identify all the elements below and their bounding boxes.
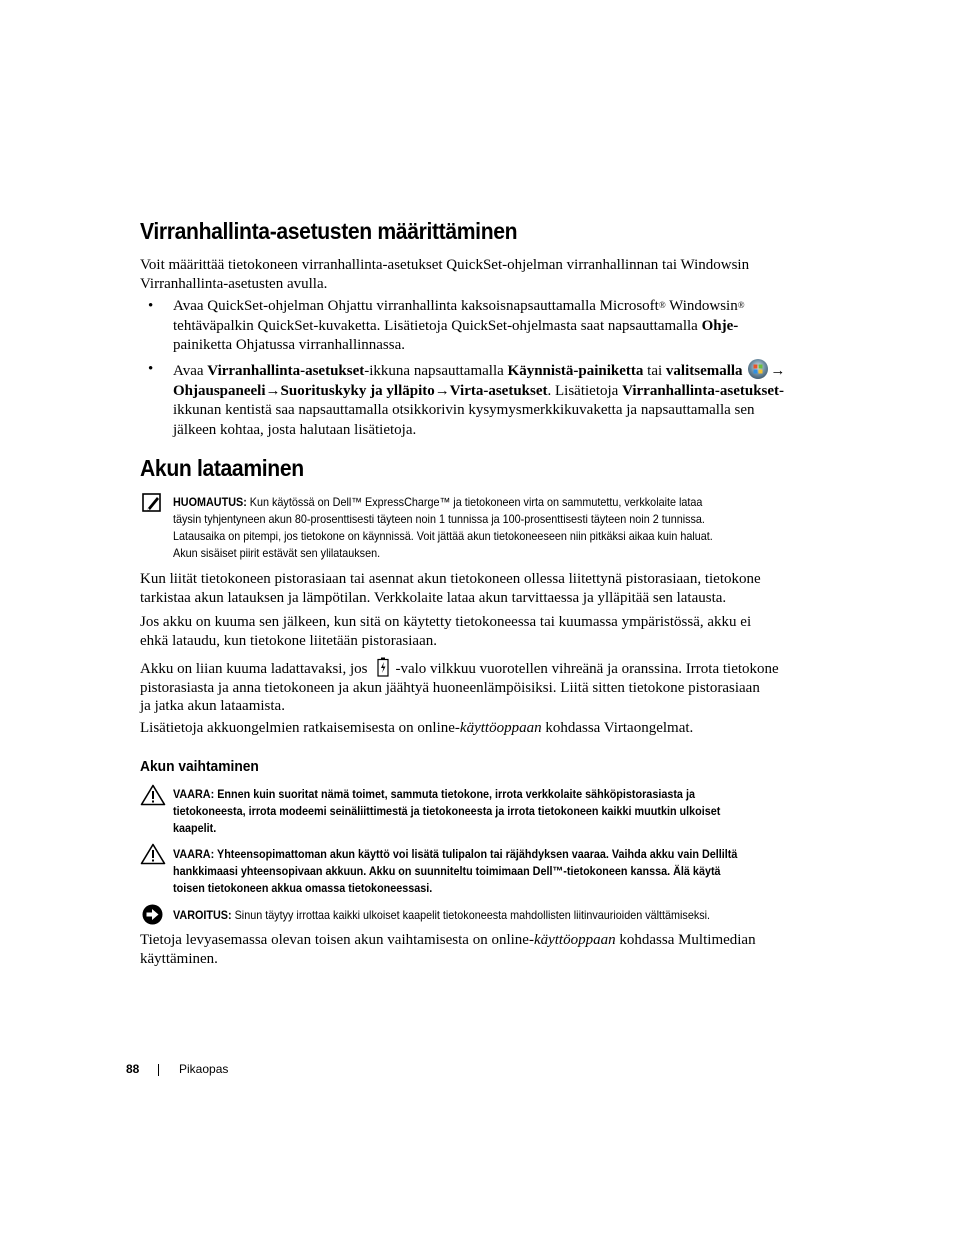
heading-battery-charging: Akun lataaminen [140,455,304,481]
paragraph-hot-battery: Jos akku on kuuma sen jälkeen, kun sitä on käytetty tietokoneessa tai kuumassa ympäristössä, akku ei ehkä lataudu, kun tietokone liitetään pistorasiaan. [140,614,752,649]
bullet-marker: • [148,361,154,377]
note-expresscharge: HUOMAUTUS: Kun käytössä on Dell™ ExpressCharge™ ja tietokoneen virta on sammutettu, verkkolaite lataa täysin tyhjentyneen akun 80-prosenttisesti täyteen noin 1 tunnissa ja 100-prosenttisesti täyteen noin 2 tunnissa. Latausaika on pitempi, jos tietokone on käynnissä. Voit jättää akun tietokoneeseen niin pitkäksi aikaa kuin haluat. Akun sisäiset piirit estävät sen ylilatauksen. [173,495,713,560]
battery-status-icon [377,657,389,677]
paragraph-charge-check: Kun liität tietokoneen pistorasiaan tai asennat akun tietokoneen ollessa liitettynä pistorasiaan, tietokone tarkistaa akun latauksen ja lämpötilan. Verkkolaite lataa akun tarvittaessa ja ylläpitää sen latausta. [140,571,761,606]
bullet-marker: • [148,298,154,314]
paragraph-battery-light: Akku on liian kuuma ladattavaksi, jos -valo vilkkuu vuorotellen vihreänä ja oranssina. Irrota tietokone pistorasiasta ja anna tietokoneen ja akun jäähtyä huoneenlämpöisiksi. Liitä sitten tietokone pistorasiaan ja jatka akun lataamista. [140,657,812,716]
paragraph-battery-problems: Lisätietoja akkuongelmien ratkaisemisesta on online-käyttöoppaan kohdassa Virtaongelmat. [140,720,694,736]
footer-divider [158,1064,159,1076]
warning-triangle-icon [140,784,166,806]
heading-power-settings: Virranhallinta-asetusten määrittäminen [140,218,518,244]
bullet-quickset: Avaa QuickSet-ohjelman Ohjattu virranhallinta kaksoisnapsauttamalla Microsoft® Windowsin® tehtäväpalkin QuickSet-kuvaketta. Lisätietoja QuickSet-ohjelmasta saat napsauttamalla Ohje- painiketta Ohjatussa virranhallinnassa. [173,298,745,353]
note-pencil-icon [142,493,162,513]
intro-paragraph: Voit määrittää tietokoneen virranhallinta-asetukset QuickSet-ohjelman virranhallinnan tai Windowsin Virranhallinta-asetusten avulla. [140,257,750,292]
caution-disconnect-cables: VAROITUS: Sinun täytyy irrottaa kaikki ulkoiset kaapelit tietokoneesta mahdollisten liitinvaurioiden välttämiseksi. [173,908,711,922]
paragraph-second-battery: Tietoja levyasemassa olevan toisen akun vaihtamisesta on online-käyttöoppaan kohdassa Multimedian käyttäminen. [140,932,756,967]
footer-label: Pikaopas [179,1062,229,1076]
bullet-power-options: Avaa Virranhallinta-asetukset-ikkuna napsauttamalla Käynnistä-painiketta tai valitsemalla → Ohjauspaneeli→Suorituskyky ja ylläpito→Virta-asetukset. Lisätietoja Virranhallinta-asetukset- ikkunan kentistä saa napsauttamalla otsikkorivin kysymysmerkkikuvaketta ja napsauttamalla sen jälkeen kohtaa, josta halutaan lisätietoja. [173,359,813,440]
warning-before-steps: VAARA: Ennen kuin suoritat nämä toimet, sammuta tietokone, irrota verkkolaite sähköpistorasiasta ja tietokoneesta, irrota modeemi seinäliittimestä ja tietokoneesta ja irrota tietokoneen kaikki muutkin ulkoiset kaapelit. [173,787,721,835]
warning-triangle-icon [140,843,166,865]
heading-battery-replacing: Akun vaihtaminen [140,758,259,775]
windows-start-icon [748,359,768,379]
page-number: 88 [126,1062,140,1076]
caution-arrow-icon [142,904,163,925]
warning-incompatible-battery: VAARA: Yhteensopimattoman akun käyttö voi lisätä tulipalon tai räjähdyksen vaaraa. Vaihda akku vain Delliltä hankkimaasi yhteensopivaan akkuun. Akku on suunniteltu toimimaan Dell™-tietokoneen kanssa. Älä käytä toisen tietokoneen akkua omassa tietokoneessasi. [173,847,738,895]
